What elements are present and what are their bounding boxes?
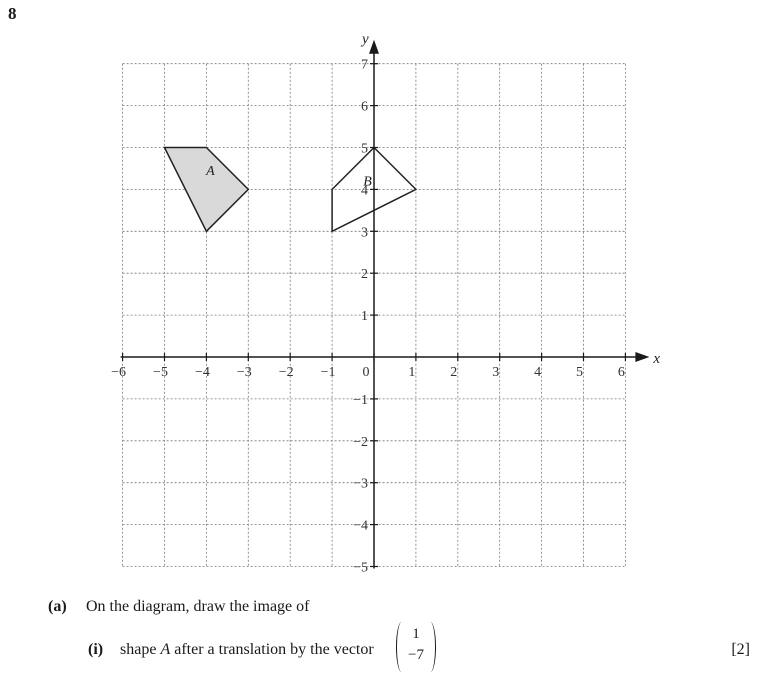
translation-vector xyxy=(396,622,436,672)
shape-a-label: A xyxy=(206,163,215,179)
x-tick-label: 2 xyxy=(450,365,458,380)
marks-allocation: [2] xyxy=(731,641,750,658)
y-tick-label: −3 xyxy=(353,476,368,492)
vector-top-value: 1 xyxy=(412,626,420,642)
y-tick-label: −2 xyxy=(353,434,368,450)
x-tick-label: 4 xyxy=(534,365,542,380)
part-a-i-text-after: after a translation by the vector xyxy=(170,641,374,658)
y-tick-label: 7 xyxy=(361,57,368,73)
x-tick-label: 0 xyxy=(362,365,370,380)
y-tick-label: 2 xyxy=(361,267,368,283)
shape-a xyxy=(165,148,249,232)
x-tick-label: −4 xyxy=(194,365,210,380)
x-tick-label: −2 xyxy=(278,365,294,380)
y-tick-label: −4 xyxy=(353,518,368,534)
vector-right-bracket xyxy=(425,622,436,672)
y-axis-arrow xyxy=(369,40,379,54)
part-a-label: (a) xyxy=(48,598,67,615)
vector-bottom-value: −7 xyxy=(408,647,424,663)
y-tick-label: 3 xyxy=(361,225,368,241)
part-a-text: On the diagram, draw the image of xyxy=(86,598,310,615)
x-tick-label: −5 xyxy=(153,365,168,380)
x-tick-label: −3 xyxy=(236,365,252,380)
x-tick-label: 5 xyxy=(576,365,583,380)
x-tick-label: −1 xyxy=(320,365,336,380)
question-number: 8 xyxy=(8,4,17,23)
y-tick-label: 5 xyxy=(361,141,368,157)
y-tick-label: 6 xyxy=(361,99,368,115)
part-a-i-text xyxy=(120,641,374,659)
part-a-i-label: (i) xyxy=(88,641,104,658)
shape-b-label: B xyxy=(363,174,372,190)
shape-reference: A xyxy=(160,641,171,658)
y-tick-label: −1 xyxy=(353,392,368,408)
x-axis-arrow xyxy=(635,352,649,362)
x-tick-label: 6 xyxy=(617,365,625,380)
x-tick-label: 1 xyxy=(408,365,416,380)
y-tick-label: 4 xyxy=(361,183,368,199)
y-axis-label: y xyxy=(362,31,369,48)
y-tick-label: 1 xyxy=(361,309,368,325)
part-a-i-text-before: shape xyxy=(120,641,161,658)
x-tick-label: −6 xyxy=(111,365,127,380)
x-tick-label: 3 xyxy=(492,365,500,380)
y-tick-label: −5 xyxy=(353,560,368,576)
x-axis-label: x xyxy=(653,351,661,367)
